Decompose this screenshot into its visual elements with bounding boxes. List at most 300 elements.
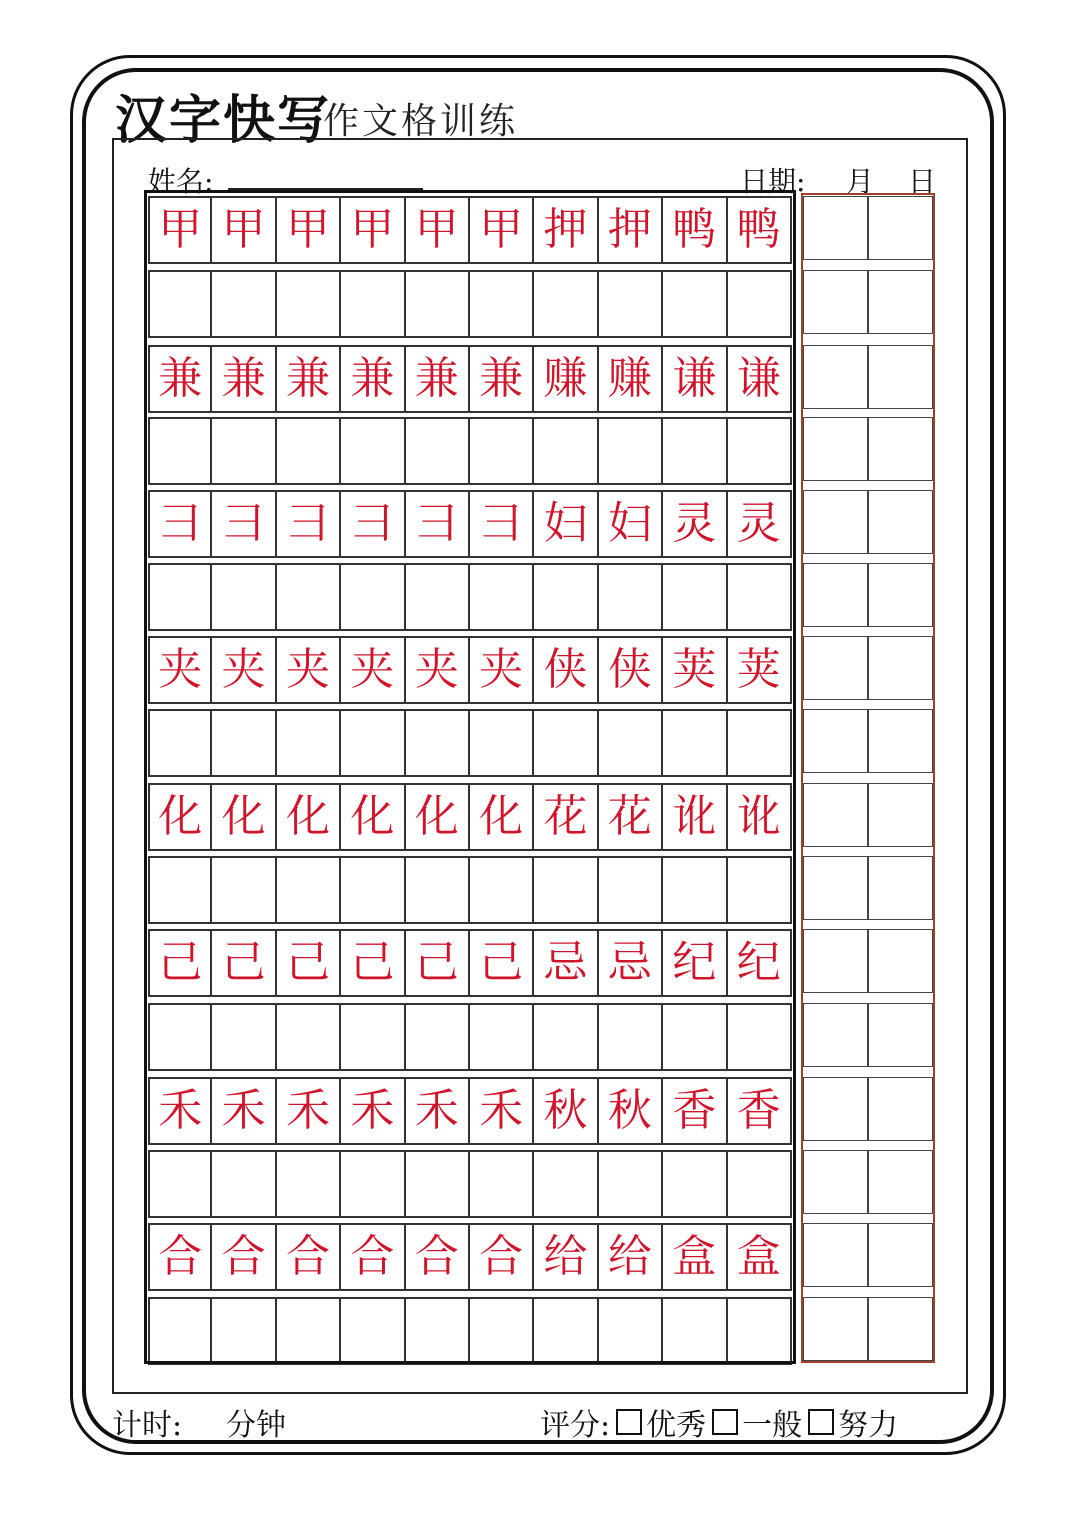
side-writing-cell[interactable] <box>868 270 933 334</box>
blank-writing-cell[interactable] <box>406 1299 470 1363</box>
blank-writing-cell[interactable] <box>534 419 598 483</box>
char-cell <box>534 347 598 411</box>
char-cell <box>212 931 276 995</box>
char-cell <box>470 347 534 411</box>
blank-writing-cell[interactable] <box>277 1299 341 1363</box>
side-writing-cell[interactable] <box>803 1077 868 1141</box>
model-character: 讹 <box>672 791 717 842</box>
char-cell <box>341 1225 405 1289</box>
blank-row <box>148 856 792 924</box>
blank-writing-cell[interactable] <box>277 272 341 336</box>
score-section <box>540 1400 898 1444</box>
char-cell <box>341 931 405 995</box>
side-writing-cell[interactable] <box>868 856 933 920</box>
blank-writing-cell[interactable] <box>148 565 212 629</box>
blank-writing-cell[interactable] <box>148 419 212 483</box>
date-label: 日期: <box>740 165 806 198</box>
blank-writing-cell[interactable] <box>470 565 534 629</box>
blank-writing-cell[interactable] <box>534 565 598 629</box>
blank-writing-cell[interactable] <box>406 419 470 483</box>
side-writing-cell[interactable] <box>803 417 868 481</box>
char-cell <box>212 638 276 702</box>
model-character: 化 <box>221 791 266 842</box>
model-character: 荚 <box>736 644 781 695</box>
char-cell <box>148 931 212 995</box>
blank-writing-cell[interactable] <box>148 858 212 922</box>
blank-writing-cell[interactable] <box>599 1152 663 1216</box>
model-character: 己 <box>285 937 330 988</box>
side-writing-cell[interactable] <box>868 929 933 993</box>
side-writing-cell[interactable] <box>803 709 868 773</box>
blank-writing-cell[interactable] <box>341 711 405 775</box>
model-character: 彐 <box>350 498 395 549</box>
char-cell <box>534 931 598 995</box>
day-label: 日 <box>908 165 937 198</box>
blank-writing-cell[interactable] <box>728 711 792 775</box>
blank-writing-cell[interactable] <box>341 1299 405 1363</box>
blank-row <box>148 709 792 777</box>
blank-writing-cell[interactable] <box>277 565 341 629</box>
char-cell <box>470 198 534 262</box>
side-writing-cell[interactable] <box>868 1003 933 1067</box>
char-cell <box>212 198 276 262</box>
blank-writing-cell[interactable] <box>470 711 534 775</box>
blank-writing-cell[interactable] <box>470 272 534 336</box>
char-cell <box>534 1079 598 1143</box>
model-character: 赚 <box>607 353 652 404</box>
model-character: 兼 <box>221 353 266 404</box>
blank-writing-cell[interactable] <box>663 1152 727 1216</box>
char-cell <box>406 931 470 995</box>
model-character: 妇 <box>543 498 588 549</box>
char-cell <box>599 931 663 995</box>
model-character: 己 <box>158 937 203 988</box>
model-character: 秋 <box>607 1085 652 1136</box>
blank-writing-cell[interactable] <box>341 1152 405 1216</box>
blank-writing-cell[interactable] <box>341 565 405 629</box>
char-cell <box>277 1225 341 1289</box>
char-cell <box>534 785 598 849</box>
blank-writing-cell[interactable] <box>277 419 341 483</box>
side-writing-cell[interactable] <box>803 1297 868 1361</box>
side-row <box>803 856 933 920</box>
blank-writing-cell[interactable] <box>470 1299 534 1363</box>
blank-writing-cell[interactable] <box>599 1005 663 1069</box>
side-writing-cell[interactable] <box>803 345 868 409</box>
char-row <box>148 196 792 264</box>
model-character: 禾 <box>158 1085 203 1136</box>
side-writing-cell[interactable] <box>868 783 933 847</box>
blank-writing-cell[interactable] <box>470 419 534 483</box>
char-cell <box>212 347 276 411</box>
blank-writing-cell[interactable] <box>663 565 727 629</box>
side-writing-cell[interactable] <box>803 856 868 920</box>
blank-writing-cell[interactable] <box>534 858 598 922</box>
model-character: 兼 <box>414 353 459 404</box>
model-character: 盒 <box>672 1231 717 1282</box>
side-writing-cell[interactable] <box>868 1077 933 1141</box>
blank-row <box>148 1297 792 1365</box>
char-cell <box>406 347 470 411</box>
side-writing-cell[interactable] <box>803 1150 868 1214</box>
blank-writing-cell[interactable] <box>148 1005 212 1069</box>
side-row <box>803 417 933 481</box>
model-character: 化 <box>158 791 203 842</box>
blank-row <box>148 417 792 485</box>
side-writing-cell[interactable] <box>868 417 933 481</box>
blank-row <box>148 1003 792 1071</box>
blank-writing-cell[interactable] <box>212 1152 276 1216</box>
char-cell <box>277 492 341 556</box>
blank-writing-cell[interactable] <box>728 1152 792 1216</box>
model-character: 夹 <box>350 644 395 695</box>
model-character: 禾 <box>350 1085 395 1136</box>
score-label: 评分: <box>540 1408 611 1443</box>
blank-writing-cell[interactable] <box>212 711 276 775</box>
side-writing-cell[interactable] <box>803 929 868 993</box>
model-character: 甲 <box>350 204 395 255</box>
model-character: 夹 <box>158 644 203 695</box>
char-cell <box>341 347 405 411</box>
blank-writing-cell[interactable] <box>663 419 727 483</box>
model-character: 鸭 <box>672 204 717 255</box>
char-cell <box>341 638 405 702</box>
blank-writing-cell[interactable] <box>599 565 663 629</box>
model-character: 纪 <box>672 937 717 988</box>
blank-writing-cell[interactable] <box>277 858 341 922</box>
side-writing-cell[interactable] <box>803 636 868 700</box>
blank-writing-cell[interactable] <box>470 1005 534 1069</box>
char-cell <box>148 638 212 702</box>
char-cell <box>470 1079 534 1143</box>
side-writing-cell[interactable] <box>803 1223 868 1287</box>
side-writing-cell[interactable] <box>803 783 868 847</box>
blank-writing-cell[interactable] <box>148 272 212 336</box>
side-row <box>803 1003 933 1067</box>
side-writing-cell[interactable] <box>868 196 933 260</box>
blank-writing-cell[interactable] <box>534 1152 598 1216</box>
char-cell <box>148 1225 212 1289</box>
char-cell <box>663 638 727 702</box>
char-cell <box>406 638 470 702</box>
model-character: 禾 <box>414 1085 459 1136</box>
side-row <box>803 1150 933 1214</box>
char-cell <box>212 785 276 849</box>
model-character: 兼 <box>350 353 395 404</box>
side-writing-cell[interactable] <box>868 1297 933 1361</box>
score-excellent-checkbox[interactable] <box>616 1409 642 1435</box>
char-cell <box>148 492 212 556</box>
blank-writing-cell[interactable] <box>406 565 470 629</box>
char-row <box>148 783 792 851</box>
char-cell <box>277 638 341 702</box>
name-label: 姓名: <box>148 165 214 198</box>
blank-writing-cell[interactable] <box>663 272 727 336</box>
month-label: 月 <box>846 165 875 198</box>
side-row <box>803 196 933 260</box>
char-cell <box>728 347 792 411</box>
blank-writing-cell[interactable] <box>534 711 598 775</box>
char-cell <box>277 198 341 262</box>
model-character: 灵 <box>736 498 781 549</box>
model-character: 荚 <box>672 644 717 695</box>
blank-writing-cell[interactable] <box>728 1005 792 1069</box>
char-cell <box>470 931 534 995</box>
blank-writing-cell[interactable] <box>728 272 792 336</box>
score-effort-checkbox[interactable] <box>808 1409 834 1435</box>
blank-writing-cell[interactable] <box>277 1152 341 1216</box>
char-cell <box>599 198 663 262</box>
char-cell <box>728 785 792 849</box>
side-writing-cell[interactable] <box>803 563 868 627</box>
char-cell <box>728 1225 792 1289</box>
model-character: 兼 <box>285 353 330 404</box>
side-writing-cell[interactable] <box>803 1003 868 1067</box>
model-character: 合 <box>221 1231 266 1282</box>
timer-label: 计时: <box>112 1408 183 1443</box>
model-character: 合 <box>158 1231 203 1282</box>
char-cell <box>728 198 792 262</box>
side-row <box>803 929 933 993</box>
blank-writing-cell[interactable] <box>212 272 276 336</box>
char-cell <box>663 198 727 262</box>
side-row <box>803 563 933 627</box>
side-writing-cell[interactable] <box>868 490 933 554</box>
char-cell <box>599 492 663 556</box>
model-character: 彐 <box>285 498 330 549</box>
blank-writing-cell[interactable] <box>663 711 727 775</box>
side-row <box>803 270 933 334</box>
blank-writing-cell[interactable] <box>212 1005 276 1069</box>
blank-writing-cell[interactable] <box>728 1299 792 1363</box>
blank-writing-cell[interactable] <box>663 1299 727 1363</box>
blank-writing-cell[interactable] <box>212 419 276 483</box>
blank-writing-cell[interactable] <box>728 419 792 483</box>
model-character: 甲 <box>479 204 524 255</box>
model-character: 甲 <box>221 204 266 255</box>
char-cell <box>470 1225 534 1289</box>
char-cell <box>728 1079 792 1143</box>
blank-writing-cell[interactable] <box>341 1005 405 1069</box>
char-cell <box>728 638 792 702</box>
char-cell <box>406 1079 470 1143</box>
model-character: 禾 <box>285 1085 330 1136</box>
side-row <box>803 1223 933 1287</box>
model-character: 花 <box>543 791 588 842</box>
model-character: 纪 <box>736 937 781 988</box>
blank-writing-cell[interactable] <box>534 272 598 336</box>
model-character: 妇 <box>607 498 652 549</box>
blank-writing-cell[interactable] <box>406 1152 470 1216</box>
blank-writing-cell[interactable] <box>470 1152 534 1216</box>
model-character: 鸭 <box>736 204 781 255</box>
side-writing-cell[interactable] <box>868 636 933 700</box>
char-cell <box>277 931 341 995</box>
char-cell <box>663 492 727 556</box>
model-character: 给 <box>607 1231 652 1282</box>
minutes-label: 分钟 <box>226 1408 286 1443</box>
blank-writing-cell[interactable] <box>599 1299 663 1363</box>
side-writing-cell[interactable] <box>868 563 933 627</box>
side-row <box>803 636 933 700</box>
side-writing-cell[interactable] <box>868 709 933 773</box>
blank-writing-cell[interactable] <box>212 1299 276 1363</box>
char-cell <box>148 347 212 411</box>
model-character: 侠 <box>607 644 652 695</box>
side-row <box>803 709 933 773</box>
blank-writing-cell[interactable] <box>212 858 276 922</box>
char-cell <box>728 931 792 995</box>
blank-writing-cell[interactable] <box>599 419 663 483</box>
model-character: 押 <box>607 204 652 255</box>
model-character: 己 <box>221 937 266 988</box>
char-cell <box>599 638 663 702</box>
page-title: 汉字快写 <box>115 91 332 151</box>
blank-writing-cell[interactable] <box>277 711 341 775</box>
side-row <box>803 490 933 554</box>
blank-writing-cell[interactable] <box>148 1299 212 1363</box>
model-character: 忌 <box>607 937 652 988</box>
model-character: 合 <box>350 1231 395 1282</box>
model-character: 化 <box>285 791 330 842</box>
blank-writing-cell[interactable] <box>406 711 470 775</box>
char-cell <box>406 1225 470 1289</box>
blank-writing-cell[interactable] <box>599 858 663 922</box>
model-character: 彐 <box>158 498 203 549</box>
model-character: 花 <box>607 791 652 842</box>
char-cell <box>148 785 212 849</box>
blank-writing-cell[interactable] <box>534 1299 598 1363</box>
char-row <box>148 345 792 413</box>
char-row <box>148 1077 792 1145</box>
model-character: 香 <box>736 1085 781 1136</box>
char-row <box>148 929 792 997</box>
blank-writing-cell[interactable] <box>728 858 792 922</box>
char-cell <box>406 785 470 849</box>
model-character: 兼 <box>479 353 524 404</box>
score-average-label: 一般 <box>742 1408 803 1443</box>
side-writing-cell[interactable] <box>868 345 933 409</box>
blank-writing-cell[interactable] <box>728 565 792 629</box>
blank-writing-cell[interactable] <box>534 1005 598 1069</box>
model-character: 彐 <box>414 498 459 549</box>
side-writing-cell[interactable] <box>803 270 868 334</box>
char-cell <box>341 1079 405 1143</box>
name-field[interactable] <box>228 188 423 190</box>
blank-writing-cell[interactable] <box>341 272 405 336</box>
blank-writing-cell[interactable] <box>406 1005 470 1069</box>
blank-writing-cell[interactable] <box>599 711 663 775</box>
char-cell <box>534 198 598 262</box>
model-character: 禾 <box>221 1085 266 1136</box>
char-cell <box>599 1079 663 1143</box>
model-character: 夹 <box>414 644 459 695</box>
model-character: 夹 <box>221 644 266 695</box>
char-cell <box>341 198 405 262</box>
model-character: 化 <box>414 791 459 842</box>
char-cell <box>212 492 276 556</box>
blank-writing-cell[interactable] <box>341 419 405 483</box>
model-character: 合 <box>414 1231 459 1282</box>
model-character: 夹 <box>285 644 330 695</box>
model-character: 合 <box>479 1231 524 1282</box>
blank-writing-cell[interactable] <box>212 565 276 629</box>
model-character: 香 <box>672 1085 717 1136</box>
char-cell <box>663 1079 727 1143</box>
side-writing-cell[interactable] <box>803 196 868 260</box>
char-cell <box>599 347 663 411</box>
char-cell <box>212 1079 276 1143</box>
char-cell <box>470 638 534 702</box>
side-writing-cell[interactable] <box>868 1150 933 1214</box>
blank-writing-cell[interactable] <box>406 272 470 336</box>
char-cell <box>212 1225 276 1289</box>
char-cell <box>470 785 534 849</box>
blank-writing-cell[interactable] <box>663 1005 727 1069</box>
char-cell <box>406 198 470 262</box>
model-character: 谦 <box>672 353 717 404</box>
side-row <box>803 345 933 409</box>
blank-writing-cell[interactable] <box>406 858 470 922</box>
blank-writing-cell[interactable] <box>341 858 405 922</box>
model-character: 忌 <box>543 937 588 988</box>
model-character: 秋 <box>543 1085 588 1136</box>
char-cell <box>663 347 727 411</box>
char-cell <box>341 785 405 849</box>
model-character: 己 <box>414 937 459 988</box>
side-row <box>803 783 933 847</box>
char-cell <box>663 1225 727 1289</box>
blank-row <box>148 270 792 338</box>
model-character: 盒 <box>736 1231 781 1282</box>
blank-writing-cell[interactable] <box>470 858 534 922</box>
blank-writing-cell[interactable] <box>148 1152 212 1216</box>
char-cell <box>277 347 341 411</box>
char-cell <box>406 492 470 556</box>
model-character: 押 <box>543 204 588 255</box>
side-writing-cell[interactable] <box>868 1223 933 1287</box>
model-character: 化 <box>350 791 395 842</box>
model-character: 己 <box>350 937 395 988</box>
model-character: 灵 <box>672 498 717 549</box>
side-writing-cell[interactable] <box>803 490 868 554</box>
char-cell <box>148 198 212 262</box>
blank-writing-cell[interactable] <box>599 272 663 336</box>
blank-writing-cell[interactable] <box>148 711 212 775</box>
char-cell <box>470 492 534 556</box>
char-cell <box>534 638 598 702</box>
char-row <box>148 490 792 558</box>
char-cell <box>663 785 727 849</box>
model-character: 禾 <box>479 1085 524 1136</box>
model-character: 甲 <box>414 204 459 255</box>
score-average-checkbox[interactable] <box>712 1409 738 1435</box>
side-row <box>803 1297 933 1361</box>
model-character: 彐 <box>221 498 266 549</box>
blank-writing-cell[interactable] <box>277 1005 341 1069</box>
score-excellent-label: 优秀 <box>646 1408 707 1443</box>
model-character: 兼 <box>158 353 203 404</box>
blank-writing-cell[interactable] <box>663 858 727 922</box>
char-cell <box>277 785 341 849</box>
blank-row <box>148 563 792 631</box>
model-character: 给 <box>543 1231 588 1282</box>
model-character: 合 <box>285 1231 330 1282</box>
model-character: 侠 <box>543 644 588 695</box>
model-character: 化 <box>479 791 524 842</box>
page-subtitle: 作文格训练 <box>323 101 519 142</box>
model-character: 己 <box>479 937 524 988</box>
